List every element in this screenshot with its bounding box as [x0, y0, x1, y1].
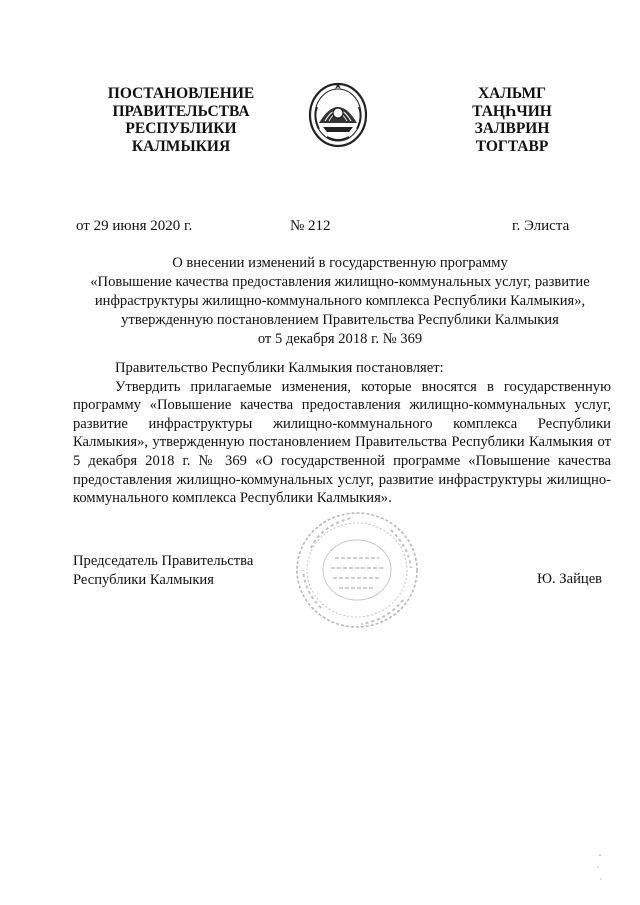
subject-line: от 5 декабря 2018 г. № 369 — [257, 331, 423, 347]
document-subject — [70, 254, 610, 349]
header-left-title — [96, 85, 266, 155]
header-right-line: ТАҢҺЧИН — [472, 102, 552, 120]
header-left-line: РЕСПУБЛИКИ — [125, 120, 237, 137]
document-date: от 29 июня 2020 г. — [76, 218, 193, 234]
document-city: г. Элиста — [512, 218, 570, 234]
body-paragraph-resolution: Правительство Республики Калмыкия постановляет: — [115, 360, 444, 376]
subject-line: утвержденную постановлением Правительства Республики Калмыкия — [121, 312, 559, 328]
subject-line: О внесении изменений в государственную программу — [172, 255, 508, 271]
header-right-title — [457, 85, 567, 155]
header-left-line: ПРАВИТЕЛЬСТВА — [112, 102, 250, 120]
signatory-title — [73, 552, 253, 589]
document-number: № 212 — [290, 218, 331, 234]
header-left-line: ПОСТАНОВЛЕНИЕ — [107, 85, 255, 102]
document-body — [73, 359, 611, 508]
signatory-name: Ю. Зайцев — [537, 571, 603, 587]
header-right-line: ХАЛЬМГ — [477, 85, 547, 102]
signatory-title-line: Председатель Правительства — [73, 553, 254, 569]
official-stamp-icon — [291, 508, 423, 632]
header-right-line: ЗАЛВРИН — [474, 120, 550, 137]
header-left-line: КАЛМЫКИЯ — [131, 137, 231, 155]
subject-line: «Повышение качества предоставления жилищно-коммунальных услуг, развитие — [90, 274, 590, 290]
scan-noise — [580, 845, 620, 895]
subject-line: инфраструктуры жилищно-коммунального комплекса Республики Калмыкия», — [94, 293, 586, 309]
signatory-title-line: Республики Калмыкия — [73, 571, 214, 588]
header-right-line: ТОГТАВР — [475, 137, 549, 155]
body-paragraph-approve: Утвердить прилагаемые изменения, которые вносятся в государственную программу «Повышение качества предоставления жилищно-коммунальных услуг, развитие инфраструктуры жилищно-коммунального комплекса Республики Калмыкия», утвержденную постановлением Правительства Республики Калмыкия от 5 декабря 2018 г. № 369 «О государственной программе «Повышение качества предоставления жилищно-коммунальных услуг, развитие инфраструктуры жилищно-коммунального комплекса Республики Калмыкия». — [73, 378, 611, 507]
kalmykia-coat-of-arms-icon — [305, 77, 371, 151]
